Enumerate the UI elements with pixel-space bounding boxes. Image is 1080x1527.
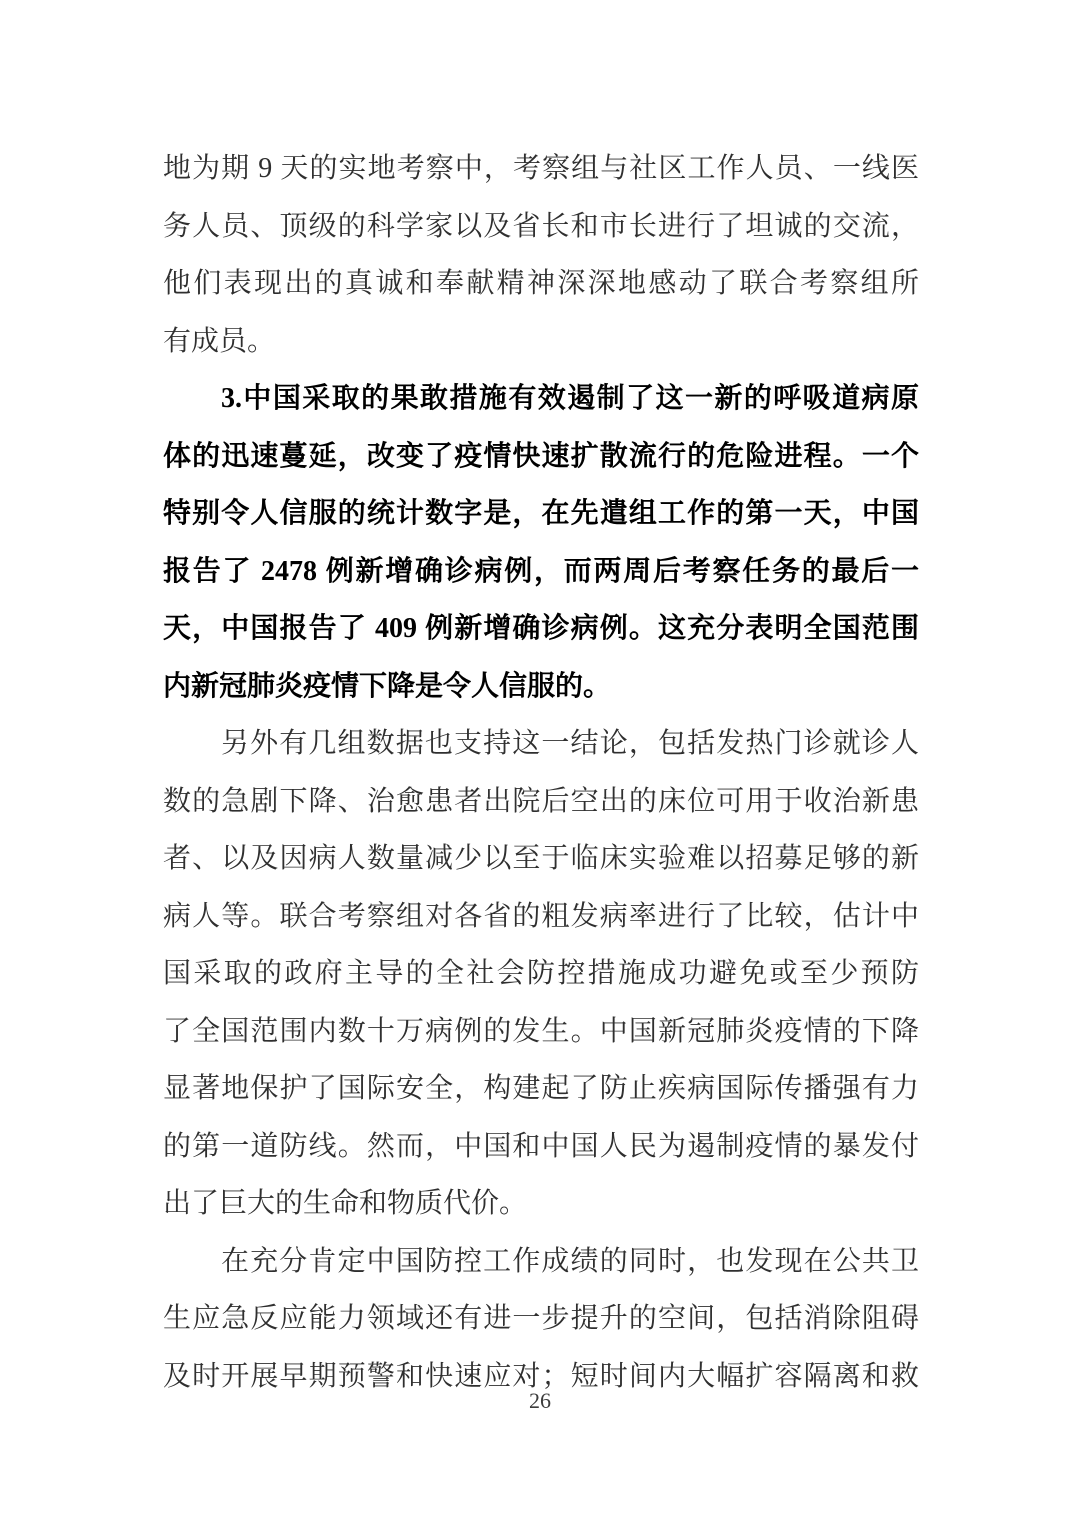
text-line-bold: 天，中国报告了 409 例新增确诊病例。这充分表明全国范围 (163, 613, 919, 644)
text-line-bold: 内新冠肺炎疫情下降是令人信服的。 (163, 670, 612, 702)
text-line: 者、以及因病人数量减少以至于临床实验难以招募足够的新 (163, 843, 919, 874)
text-line: 他们表现出的真诚和奉献精神深深地感动了联合考察组所 (163, 268, 919, 299)
text-line: 及时开展早期预警和快速应对；短时间内大幅扩容隔离和救 (163, 1360, 919, 1392)
text-line: 数的急剧下降、治愈患者出院后空出的床位可用于收治新患 (163, 785, 919, 817)
text-block (163, 140, 919, 1405)
text-line: 务人员、顶级的科学家以及省长和市长进行了坦诚的交流， (163, 210, 919, 242)
text-line: 了全国范围内数十万病例的发生。中国新冠肺炎疫情的下降 (163, 1015, 919, 1047)
text-line: 的第一道防线。然而，中国和中国人民为遏制疫情的暴发付 (163, 1130, 919, 1162)
text-line: 显著地保护了国际安全，构建起了防止疾病国际传播强有力 (163, 1073, 919, 1104)
page-number: 26 (529, 1388, 551, 1413)
text-line: 国采取的政府主导的全社会防控措施成功避免或至少预防 (163, 958, 919, 989)
text-line-bold: 体的迅速蔓延，改变了疫情快速扩散流行的危险进程。一个 (163, 440, 919, 472)
text-line-bold: 特别令人信服的统计数字是，在先遣组工作的第一天，中国 (163, 498, 919, 529)
text-line: 生应急反应能力领域还有进一步提升的空间，包括消除阻碍 (163, 1303, 919, 1334)
text-line: 有成员。 (163, 325, 276, 357)
text-line-bold: 报告了 2478 例新增确诊病例，而两周后考察任务的最后一 (163, 555, 919, 587)
text-line: 另外有几组数据也支持这一结论，包括发热门诊就诊人 (221, 728, 919, 759)
text-line: 地为期 9 天的实地考察中，考察组与社区工作人员、一线医 (163, 153, 919, 184)
text-line: 在充分肯定中国防控工作成绩的同时，也发现在公共卫 (221, 1245, 919, 1277)
text-line-bold-heading: 3.中国采取的果敢措施有效遏制了这一新的呼吸道病原 (221, 383, 919, 414)
text-line: 出了巨大的生命和物质代价。 (163, 1188, 528, 1219)
text-line: 病人等。联合考察组对各省的粗发病率进行了比较，估计中 (163, 900, 919, 932)
